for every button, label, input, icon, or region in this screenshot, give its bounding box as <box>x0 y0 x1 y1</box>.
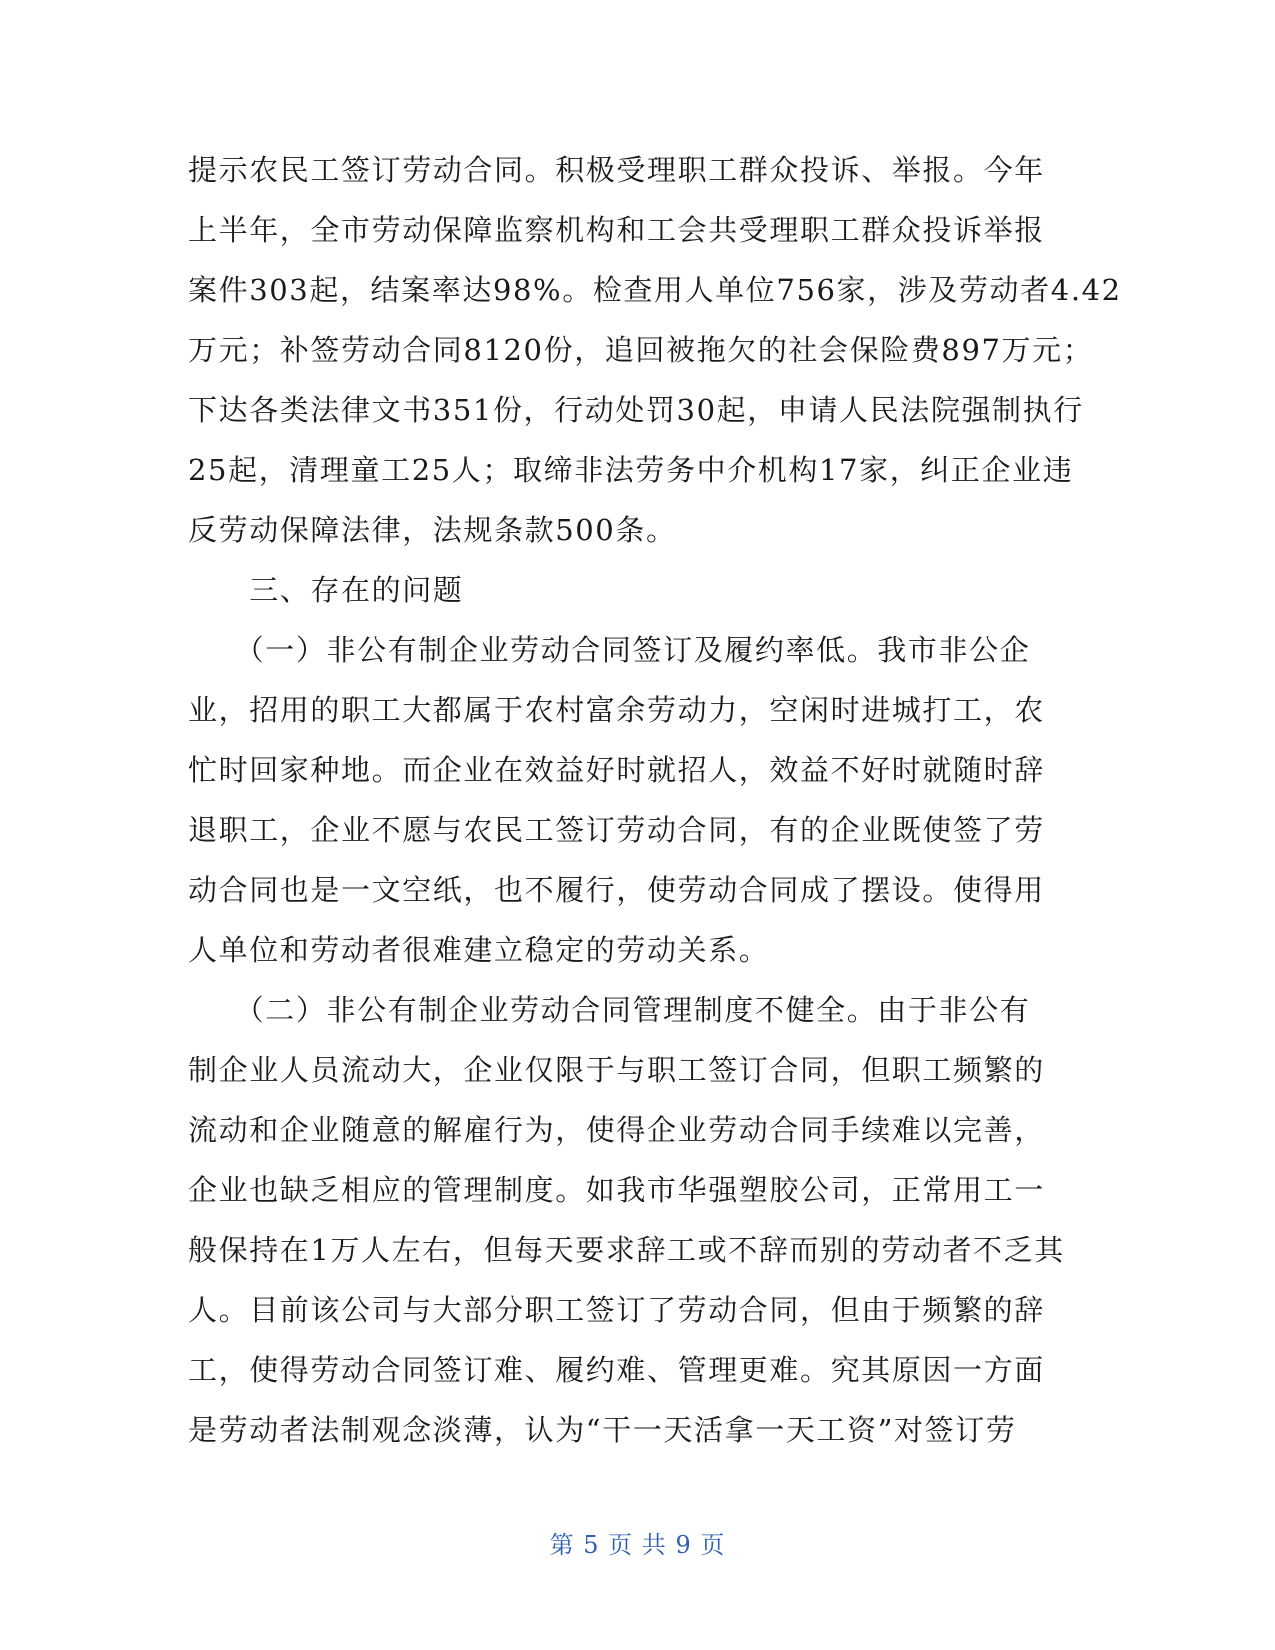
text-line: 人单位和劳动者很难建立稳定的劳动关系。 <box>188 933 770 967</box>
text-line: 企业也缺乏相应的管理制度。如我市华强塑胶公司，正常用工一 <box>188 1173 1045 1207</box>
text-line: 流动和企业随意的解雇行为，使得企业劳动合同手续难以完善， <box>188 1113 1045 1147</box>
text-line: 忙时回家种地。而企业在效益好时就招人，效益不好时就随时辞 <box>188 753 1045 787</box>
text-line: 人。目前该公司与大部分职工签订了劳动合同，但由于频繁的辞 <box>188 1293 1045 1327</box>
text-line: 是劳动者法制观念淡薄，认为“干一天活拿一天工资”对签订劳 <box>188 1413 1017 1447</box>
text-line: 退职工，企业不愿与农民工签订劳动合同，有的企业既使签了劳 <box>188 813 1045 847</box>
body-text <box>188 140 1122 1460</box>
text-line: 般保持在1万人左右，但每天要求辞工或不辞而别的劳动者不乏其 <box>188 1233 1065 1267</box>
text-line: 制企业人员流动大，企业仅限于与职工签订合同，但职工频繁的 <box>188 1053 1045 1087</box>
footer-suffix: 页 <box>700 1531 726 1559</box>
text-line: 上半年，全市劳动保障监察机构和工会共受理职工群众投诉举报 <box>188 213 1045 247</box>
text-line: 下达各类法律文书351份，行动处罚30起，申请人民法院强制执行 <box>188 393 1084 427</box>
text-line: 案件303起，结案率达98%。检查用人单位756家，涉及劳动者4.42 <box>188 273 1122 307</box>
text-line: 提示农民工签订劳动合同。积极受理职工群众投诉、举报。今年 <box>188 153 1045 187</box>
current-page-number: 5 <box>583 1531 600 1559</box>
text-line: 万元；补签劳动合同8120份，追回被拖欠的社会保险费897万元； <box>188 333 1094 367</box>
text-line: 反劳动保障法律，法规条款500条。 <box>188 513 677 547</box>
text-line: （二）非公有制企业劳动合同管理制度不健全。由于非公有 <box>188 993 1031 1027</box>
text-line: 业，招用的职工大都属于农村富余劳动力，空闲时进城打工，农 <box>188 693 1045 727</box>
page-footer <box>0 1525 1275 1560</box>
footer-middle: 页 共 <box>608 1531 667 1559</box>
total-page-count: 9 <box>675 1531 692 1559</box>
text-line: 动合同也是一文空纸，也不履行，使劳动合同成了摆设。使得用 <box>188 873 1045 907</box>
section-heading: 三、存在的问题 <box>188 573 464 607</box>
text-line: 25起，清理童工25人；取缔非法劳务中介机构17家，纠正企业违 <box>188 453 1074 487</box>
text-line: （一）非公有制企业劳动合同签订及履约率低。我市非公企 <box>188 633 1031 667</box>
footer-prefix: 第 <box>549 1531 575 1559</box>
text-line: 工，使得劳动合同签订难、履约难、管理更难。究其原因一方面 <box>188 1353 1045 1387</box>
